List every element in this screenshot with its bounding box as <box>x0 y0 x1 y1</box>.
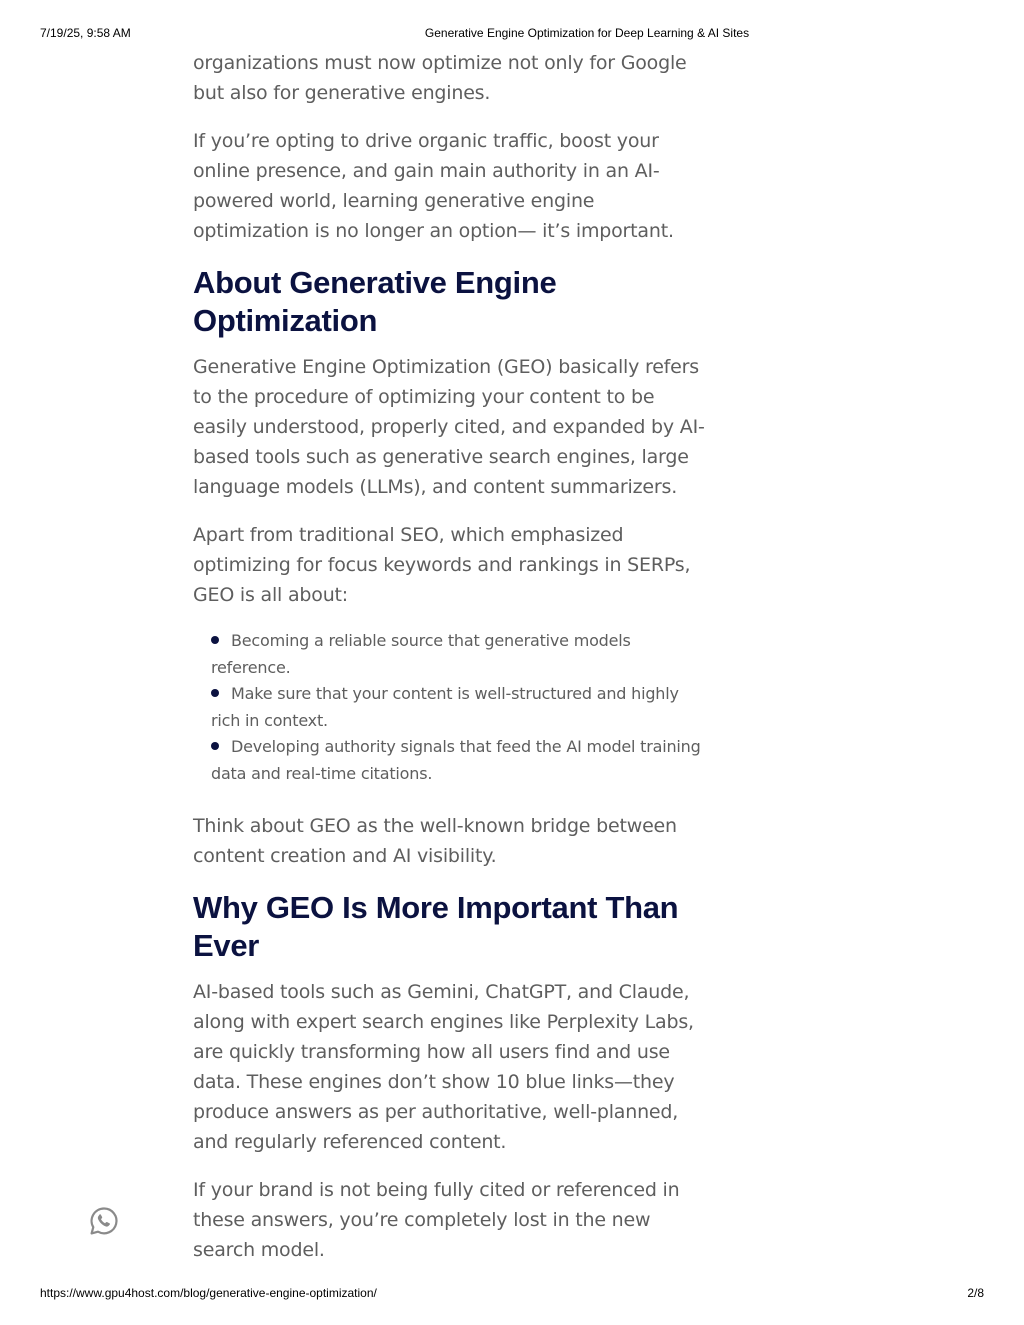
list-item-text: Developing authority signals that feed the AI model training data and real-time citations. <box>211 737 701 783</box>
print-page-number: 2/8 <box>967 1286 984 1300</box>
heading-why-geo: Why GEO Is More Important Than Ever <box>193 890 679 963</box>
bullet-dot <box>211 636 219 644</box>
heading-about-geo: About Generative Engine Optimization <box>193 265 557 338</box>
paragraph-intro-end: organizations must now optimize not only for Google but also for generative engines. <box>193 52 687 104</box>
print-page-title: Generative Engine Optimization for Deep Learning & AI Sites <box>424 26 750 40</box>
print-footer <box>0 1286 1024 1302</box>
print-header <box>0 26 1024 42</box>
paragraph-geo-definition: Generative Engine Optimization (GEO) basically refers to the procedure of optimizing your content to be easily understood, properly cited, and expanded by AI-based tools such as generative search engines, large language models (LLMs), and content summarizers. <box>193 356 705 498</box>
paragraph-apart-from-seo: Apart from traditional SEO, which emphasized optimizing for focus keywords and rankings in SERPs, GEO is all about: <box>193 524 691 606</box>
paragraph-geo-bridge: Think about GEO as the well-known bridge between content creation and AI visibility. <box>193 815 677 867</box>
list-item <box>211 681 705 734</box>
bullet-dot <box>211 689 219 697</box>
list-item-text: Becoming a reliable source that generative models reference. <box>211 631 631 677</box>
list-item-text: Make sure that your content is well-structured and highly rich in context. <box>211 684 679 730</box>
bullet-dot <box>211 742 219 750</box>
list-item <box>211 734 705 787</box>
article-body <box>193 48 705 1283</box>
print-url: https://www.gpu4host.com/blog/generative-engine-optimization/ <box>40 1286 377 1300</box>
geo-bullet-list <box>211 628 705 787</box>
list-item <box>211 628 705 681</box>
paragraph-ai-tools: AI-based tools such as Gemini, ChatGPT, and Claude, along with expert search engines like Perplexity Labs, are quickly transforming how all users find and use data. These engines don’t show 10 blue links—they produce answers as per authoritative, well-planned, and regularly referenced content. <box>193 981 694 1153</box>
paragraph-organic-traffic: If you’re opting to drive organic traffic, boost your online presence, and gain main authority in an AI-powered world, learning generative engine optimization is no longer an option— it’s important. <box>193 130 674 242</box>
print-datetime: 7/19/25, 9:58 AM <box>40 26 131 40</box>
whatsapp-icon[interactable] <box>88 1205 120 1237</box>
paragraph-brand-cited: If your brand is not being fully cited or referenced in these answers, you’re completely lost in the new search model. <box>193 1179 680 1261</box>
